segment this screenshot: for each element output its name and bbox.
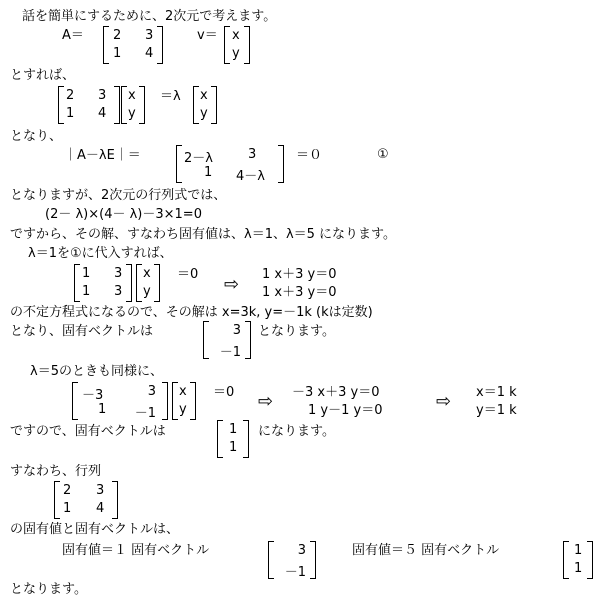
- vector-v-label: v＝: [197, 28, 218, 43]
- text-line: となり、: [10, 129, 63, 144]
- vector-cell: 1: [229, 422, 238, 437]
- matrix-cell: 4: [96, 501, 105, 516]
- equation-line: 1 y－1 y＝0: [308, 403, 383, 418]
- matrix-cell: 2: [66, 88, 75, 103]
- vector-xy: [172, 382, 196, 420]
- equation-line: 1 x＋3 y＝0: [262, 285, 337, 300]
- vector-cell: x: [232, 28, 240, 43]
- matrix-cell: 2－λ: [184, 151, 213, 166]
- text-line: となります。: [10, 582, 87, 597]
- text-line: すなわち、行列: [10, 464, 102, 479]
- equals-zero: ＝０: [296, 148, 323, 163]
- text-line: となります。: [258, 324, 335, 339]
- matrix-cell: 3: [248, 147, 257, 162]
- matrix-cell: 3: [98, 88, 107, 103]
- equals-lambda: ＝λ: [160, 89, 181, 104]
- implies-arrow-icon: ⇨: [224, 274, 240, 295]
- matrix-cell: 3: [114, 266, 123, 281]
- matrix-a-label: A＝: [62, 28, 84, 43]
- matrix-a: [103, 26, 163, 64]
- text-line: λ＝1を①に代入すれば、: [28, 246, 173, 261]
- text-line: とすれば、: [10, 68, 76, 83]
- text-line: となり、固有ベクトルは: [10, 324, 154, 339]
- text-line: となりますが、2次元の行列式では、: [10, 188, 227, 203]
- matrix-a3: [54, 481, 118, 519]
- matrix-cell: －1: [134, 406, 156, 421]
- matrix-cell: 1: [63, 501, 72, 516]
- circle-one-marker: ①: [377, 147, 389, 162]
- matrix-cell: －3: [82, 388, 104, 403]
- equation-line: x＝1 k: [476, 385, 517, 400]
- equation-line: (2－ λ)×(4－ λ)－3×1=0: [45, 207, 202, 222]
- vector-cell: 1: [574, 561, 583, 576]
- matrix-cell: 2: [113, 28, 122, 43]
- vector-cell: y: [232, 46, 240, 61]
- matrix-cell: 2: [63, 483, 72, 498]
- eigenvector-1: [203, 321, 251, 359]
- vector-cell: 1: [229, 440, 238, 455]
- vector-cell: －1: [219, 345, 241, 360]
- eigenvector-5: [217, 420, 249, 458]
- eigenpair-1-label: 固有値＝１ 固有ベクトル: [62, 543, 210, 558]
- vector-v: [224, 26, 250, 64]
- eigenvector-5-final: [563, 541, 593, 579]
- eigenvector-1-final: [268, 541, 316, 579]
- matrix-cell: 4－λ: [236, 169, 265, 184]
- matrix-cell: 1: [204, 165, 213, 180]
- vector-cell: y: [128, 106, 136, 121]
- vector-xy: [121, 86, 145, 124]
- vector-cell: y: [143, 284, 151, 299]
- vector-cell: x: [179, 384, 187, 399]
- vector-cell: 3: [297, 543, 306, 558]
- text-line: ですから、その解、すなわち固有値は、λ＝1、λ＝5 になります。: [10, 227, 397, 242]
- matrix-cell: 4: [98, 106, 107, 121]
- eigenpair-2-label: 固有値＝５ 固有ベクトル: [352, 543, 500, 558]
- matrix-cell: 4: [145, 46, 154, 61]
- vector-xy: [136, 264, 160, 302]
- text-line: λ＝5のときも同様に、: [30, 364, 163, 379]
- implies-arrow-icon: ⇨: [436, 391, 452, 412]
- equation-line: 1 x＋3 y＝0: [262, 267, 337, 282]
- matrix-cell: 1: [113, 46, 122, 61]
- vector-cell: x: [143, 266, 151, 281]
- text-line: になります。: [258, 424, 335, 439]
- matrix-cell: 1: [82, 284, 91, 299]
- determinant-label: ｜A－λE｜＝: [64, 148, 141, 163]
- equals-zero: ＝0: [177, 267, 199, 282]
- matrix-a-lambda: [176, 145, 284, 183]
- matrix-m5: [72, 382, 168, 420]
- matrix-a2: [58, 86, 120, 124]
- equation-line: y＝1 k: [476, 403, 517, 418]
- text-line: ですので、固有ベクトルは: [10, 424, 166, 439]
- matrix-m1: [74, 264, 132, 302]
- matrix-cell: 3: [147, 384, 156, 399]
- implies-arrow-icon: ⇨: [258, 391, 274, 412]
- vector-cell: x: [200, 88, 208, 103]
- vector-cell: y: [179, 402, 187, 417]
- vector-cell: 1: [574, 543, 583, 558]
- vector-cell: x: [128, 88, 136, 103]
- vector-xy: [193, 86, 217, 124]
- matrix-cell: 3: [96, 483, 105, 498]
- vector-cell: 3: [232, 323, 241, 338]
- equation-line: －3 x＋3 y＝0: [292, 385, 380, 400]
- text-line: の不定方程式になるので、その解は x=3k, y=－1k (kは定数): [10, 305, 373, 320]
- text-line: 話を簡単にするために、2次元で考えます。: [22, 9, 277, 24]
- matrix-cell: 3: [145, 28, 154, 43]
- matrix-cell: 1: [66, 106, 75, 121]
- matrix-cell: 1: [82, 266, 91, 281]
- matrix-cell: 1: [98, 402, 107, 417]
- text-line: の固有値と固有ベクトルは、: [10, 522, 180, 537]
- matrix-cell: 3: [114, 284, 123, 299]
- vector-cell: y: [200, 106, 208, 121]
- vector-cell: －1: [284, 565, 306, 580]
- equals-zero: ＝0: [213, 385, 235, 400]
